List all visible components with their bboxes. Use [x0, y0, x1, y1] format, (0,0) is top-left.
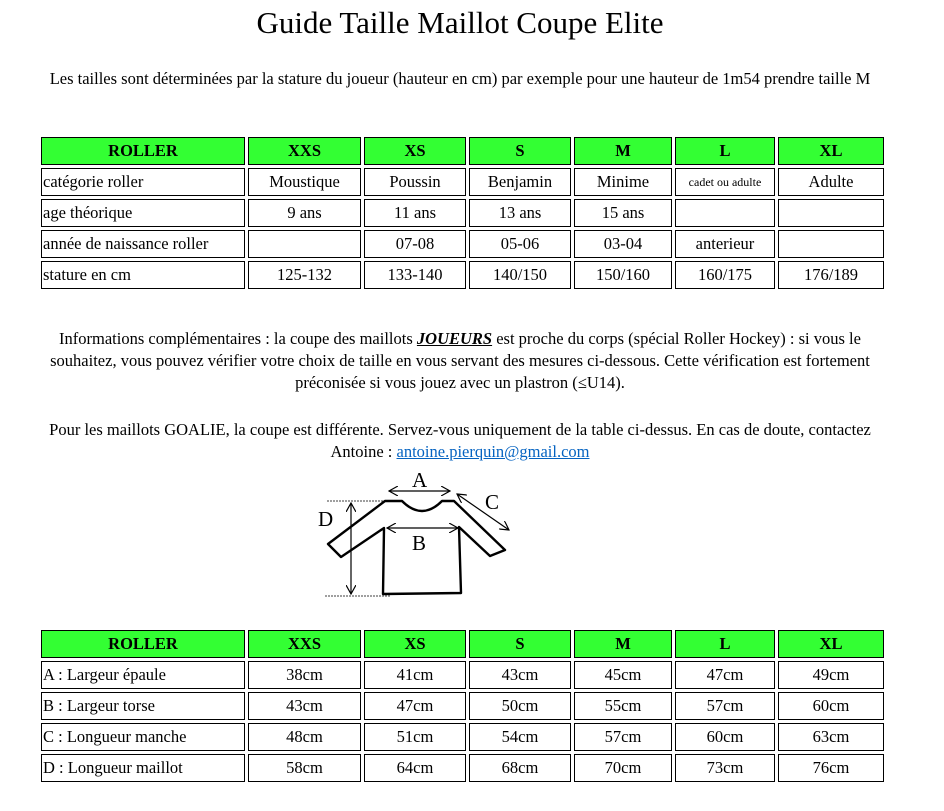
table-cell: 9 ans: [248, 199, 361, 227]
header-cell: M: [574, 630, 672, 658]
table-cell: 63cm: [778, 723, 884, 751]
table-row: [41, 168, 884, 196]
info-text: Informations complémentaires : la coupe des maillots: [59, 329, 417, 348]
table-cell: anterieur: [675, 230, 775, 258]
table-cell: 133-140: [364, 261, 466, 289]
table-cell: Poussin: [364, 168, 466, 196]
row-label: catégorie roller: [41, 168, 245, 196]
row-label: age théorique: [41, 199, 245, 227]
header-cell: S: [469, 630, 571, 658]
table-cell: 57cm: [574, 723, 672, 751]
table-row: [41, 199, 884, 227]
label-c: C: [485, 490, 500, 514]
label-a: A: [412, 470, 428, 492]
table-row: [41, 230, 884, 258]
header-cell: XS: [364, 630, 466, 658]
table-cell: 45cm: [574, 661, 672, 689]
table-cell: Benjamin: [469, 168, 571, 196]
table-row: [41, 661, 884, 689]
table-cell: 03-04: [574, 230, 672, 258]
table-cell: 15 ans: [574, 199, 672, 227]
row-label: B : Largeur torse: [41, 692, 245, 720]
table-cell: 60cm: [675, 723, 775, 751]
header-cell: XL: [778, 630, 884, 658]
header-cell: ROLLER: [41, 137, 245, 165]
table-cell: 49cm: [778, 661, 884, 689]
table-row: [41, 692, 884, 720]
label-b: B: [412, 531, 427, 555]
table-cell: 160/175: [675, 261, 775, 289]
email-link[interactable]: antoine.pierquin@gmail.com: [396, 442, 590, 461]
row-label: année de naissance roller: [41, 230, 245, 258]
table-cell: 70cm: [574, 754, 672, 782]
table-header-row: [41, 137, 884, 165]
complementary-info: [40, 328, 880, 394]
header-cell: XXS: [248, 630, 361, 658]
table-cell: [778, 230, 884, 258]
table-cell: 07-08: [364, 230, 466, 258]
header-cell: XS: [364, 137, 466, 165]
row-label: stature en cm: [41, 261, 245, 289]
table-header-row: [41, 630, 884, 658]
table-cell: 38cm: [248, 661, 361, 689]
header-cell: ROLLER: [41, 630, 245, 658]
table-cell: 176/189: [778, 261, 884, 289]
table-cell: Moustique: [248, 168, 361, 196]
table-cell: [248, 230, 361, 258]
table-cell: 47cm: [675, 661, 775, 689]
goalie-info: [40, 419, 880, 463]
table-cell: 140/150: [469, 261, 571, 289]
table-cell: 43cm: [248, 692, 361, 720]
row-label: D : Longueur maillot: [41, 754, 245, 782]
table-row: [41, 723, 884, 751]
measurement-table: [38, 627, 887, 785]
joueurs-emphasis: JOUEURS: [416, 329, 493, 348]
table-cell: 43cm: [469, 661, 571, 689]
table-row: [41, 754, 884, 782]
header-cell: XL: [778, 137, 884, 165]
table-cell: 64cm: [364, 754, 466, 782]
table-cell: 11 ans: [364, 199, 466, 227]
table-cell: 76cm: [778, 754, 884, 782]
info-text: est proche du corps (spécial Roller Hockey) : si vous le souhaitez, vous pouvez vérifier votre choix de taille en vous servant des mesures ci-dessous. Cette vérification est fortement préconisée si vous jouez avec un plastron (≤U14).: [50, 329, 870, 392]
table-cell: 58cm: [248, 754, 361, 782]
table-cell: Minime: [574, 168, 672, 196]
info-text: Pour les maillots GOALIE, la coupe est différente. Servez-vous uniquement de la table ci-dessus. En cas de doute, contactez Antoine :: [49, 420, 871, 461]
table-cell: 150/160: [574, 261, 672, 289]
table-cell: 60cm: [778, 692, 884, 720]
table-cell: 55cm: [574, 692, 672, 720]
header-cell: L: [675, 137, 775, 165]
table-cell: cadet ou adulte: [675, 168, 775, 196]
table-cell: 50cm: [469, 692, 571, 720]
header-cell: XXS: [248, 137, 361, 165]
table-cell: [675, 199, 775, 227]
table-cell: 51cm: [364, 723, 466, 751]
table-cell: 47cm: [364, 692, 466, 720]
table-cell: Adulte: [778, 168, 884, 196]
header-cell: M: [574, 137, 672, 165]
table-cell: 73cm: [675, 754, 775, 782]
row-label: C : Longueur manche: [41, 723, 245, 751]
table-cell: 41cm: [364, 661, 466, 689]
size-category-table: [38, 134, 887, 292]
table-cell: 125-132: [248, 261, 361, 289]
intro-text: Les tailles sont déterminées par la stature du joueur (hauteur en cm) par exemple pour une hauteur de 1m54 prendre taille M: [49, 69, 871, 88]
header-cell: S: [469, 137, 571, 165]
table-cell: 57cm: [675, 692, 775, 720]
table-cell: 48cm: [248, 723, 361, 751]
row-label: A : Largeur épaule: [41, 661, 245, 689]
table-cell: 13 ans: [469, 199, 571, 227]
page-title: Guide Taille Maillot Coupe Elite: [256, 5, 664, 40]
label-d: D: [318, 507, 334, 531]
header-cell: L: [675, 630, 775, 658]
table-cell: 68cm: [469, 754, 571, 782]
table-cell: 54cm: [469, 723, 571, 751]
jersey-diagram: [312, 470, 532, 602]
table-cell: 05-06: [469, 230, 571, 258]
table-row: [41, 261, 884, 289]
table-cell: [778, 199, 884, 227]
